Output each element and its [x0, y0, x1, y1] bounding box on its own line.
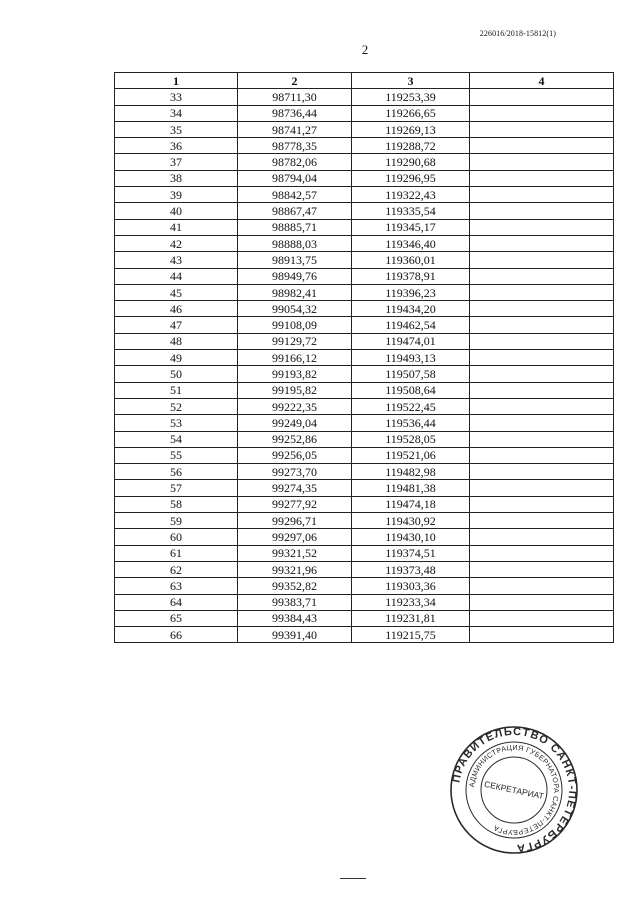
table-cell: 119373,48 — [352, 561, 470, 577]
table-cell — [470, 447, 614, 463]
table-cell: 119322,43 — [352, 187, 470, 203]
table-cell: 58 — [115, 496, 238, 512]
column-header: 3 — [352, 73, 470, 89]
table-cell: 99384,43 — [238, 610, 352, 626]
table-cell: 98782,06 — [238, 154, 352, 170]
table-row — [115, 333, 614, 349]
table-cell: 99391,40 — [238, 627, 352, 643]
table-cell: 119474,18 — [352, 496, 470, 512]
table-cell — [470, 382, 614, 398]
table-cell: 54 — [115, 431, 238, 447]
table-cell: 98711,30 — [238, 89, 352, 105]
table-cell: 99252,86 — [238, 431, 352, 447]
table-cell: 98888,03 — [238, 235, 352, 251]
table-cell — [470, 219, 614, 235]
table-cell: 119253,39 — [352, 89, 470, 105]
table-row — [115, 317, 614, 333]
table-row — [115, 350, 614, 366]
table-cell: 52 — [115, 398, 238, 414]
table-cell: 99195,82 — [238, 382, 352, 398]
table-cell: 48 — [115, 333, 238, 349]
table-row — [115, 121, 614, 137]
table-cell: 98778,35 — [238, 138, 352, 154]
table-cell: 99108,09 — [238, 317, 352, 333]
table-cell: 119482,98 — [352, 464, 470, 480]
table-row — [115, 480, 614, 496]
table-cell: 119303,36 — [352, 578, 470, 594]
table-cell: 34 — [115, 105, 238, 121]
table-row — [115, 252, 614, 268]
table-cell — [470, 154, 614, 170]
table-cell: 99129,72 — [238, 333, 352, 349]
table-cell: 119215,75 — [352, 627, 470, 643]
table-cell: 119335,54 — [352, 203, 470, 219]
table-cell: 119462,54 — [352, 317, 470, 333]
table-row — [115, 235, 614, 251]
table-row — [115, 561, 614, 577]
table-cell: 51 — [115, 382, 238, 398]
table-cell: 98885,71 — [238, 219, 352, 235]
table-cell: 41 — [115, 219, 238, 235]
table-cell: 99321,52 — [238, 545, 352, 561]
table-row — [115, 382, 614, 398]
stamp-center-text: СЕКРЕТАРИАТ — [483, 778, 545, 802]
table-row — [115, 187, 614, 203]
table-cell: 98867,47 — [238, 203, 352, 219]
table-cell: 33 — [115, 89, 238, 105]
table-row — [115, 268, 614, 284]
table-cell — [470, 398, 614, 414]
table-cell — [470, 545, 614, 561]
table-row — [115, 301, 614, 317]
table-cell — [470, 627, 614, 643]
table-cell: 46 — [115, 301, 238, 317]
table-row — [115, 447, 614, 463]
coordinates-table — [114, 72, 614, 643]
table-cell — [470, 415, 614, 431]
table-cell: 119430,92 — [352, 513, 470, 529]
table-cell: 98913,75 — [238, 252, 352, 268]
table-row — [115, 398, 614, 414]
table-cell — [470, 317, 614, 333]
table-row — [115, 464, 614, 480]
table-cell: 98982,41 — [238, 284, 352, 300]
table-row — [115, 529, 614, 545]
table-cell: 99166,12 — [238, 350, 352, 366]
table-cell — [470, 268, 614, 284]
table-cell: 45 — [115, 284, 238, 300]
table-cell: 119493,13 — [352, 350, 470, 366]
document-id: 226016/2018-15812(1) — [479, 29, 556, 38]
table-cell: 66 — [115, 627, 238, 643]
table-row — [115, 203, 614, 219]
table-cell: 98741,27 — [238, 121, 352, 137]
table-cell: 119266,65 — [352, 105, 470, 121]
table-cell: 99297,06 — [238, 529, 352, 545]
table-cell: 119296,95 — [352, 170, 470, 186]
table-cell: 63 — [115, 578, 238, 594]
table-cell: 99249,04 — [238, 415, 352, 431]
table-cell — [470, 121, 614, 137]
table-row — [115, 431, 614, 447]
table-cell: 99256,05 — [238, 447, 352, 463]
table-row — [115, 219, 614, 235]
table-cell: 57 — [115, 480, 238, 496]
table-row — [115, 496, 614, 512]
table-row — [115, 578, 614, 594]
table-cell: 62 — [115, 561, 238, 577]
table-cell: 53 — [115, 415, 238, 431]
column-header: 1 — [115, 73, 238, 89]
table-row — [115, 513, 614, 529]
table-body — [115, 89, 614, 643]
table-cell: 99274,35 — [238, 480, 352, 496]
table-cell — [470, 464, 614, 480]
column-header: 2 — [238, 73, 352, 89]
table-cell: 119508,64 — [352, 382, 470, 398]
table-cell: 39 — [115, 187, 238, 203]
table-cell — [470, 366, 614, 382]
table-cell: 36 — [115, 138, 238, 154]
stamp-outer-text: ПРАВИТЕЛЬСТВО САНКТ-ПЕТЕРБУРГА — [450, 725, 579, 855]
table-row — [115, 366, 614, 382]
table-cell — [470, 187, 614, 203]
page-number: 2 — [361, 42, 369, 57]
table-cell: 99383,71 — [238, 594, 352, 610]
table-cell — [470, 105, 614, 121]
table-row — [115, 170, 614, 186]
table-row — [115, 545, 614, 561]
table-cell: 42 — [115, 235, 238, 251]
table-cell: 59 — [115, 513, 238, 529]
table-cell: 119360,01 — [352, 252, 470, 268]
table-cell: 99273,70 — [238, 464, 352, 480]
table-cell — [470, 594, 614, 610]
table-cell — [470, 203, 614, 219]
table-cell: 49 — [115, 350, 238, 366]
table-cell — [470, 610, 614, 626]
table-cell: 55 — [115, 447, 238, 463]
table-cell: 119430,10 — [352, 529, 470, 545]
table-cell: 119521,06 — [352, 447, 470, 463]
table-cell: 119474,01 — [352, 333, 470, 349]
table-row — [115, 89, 614, 105]
table-cell: 99321,96 — [238, 561, 352, 577]
table-cell — [470, 170, 614, 186]
table-cell: 119288,72 — [352, 138, 470, 154]
table-cell — [470, 235, 614, 251]
table-row — [115, 627, 614, 643]
table-cell: 98736,44 — [238, 105, 352, 121]
table-cell: 119378,91 — [352, 268, 470, 284]
table-cell — [470, 350, 614, 366]
table-cell: 119396,23 — [352, 284, 470, 300]
table-cell: 119290,68 — [352, 154, 470, 170]
table-cell — [470, 578, 614, 594]
table-cell: 98794,04 — [238, 170, 352, 186]
table-cell: 47 — [115, 317, 238, 333]
table-cell: 99277,92 — [238, 496, 352, 512]
column-header: 4 — [470, 73, 614, 89]
table-cell — [470, 431, 614, 447]
table-cell: 43 — [115, 252, 238, 268]
table-header-row — [115, 73, 614, 89]
table-cell: 98842,57 — [238, 187, 352, 203]
table-row — [115, 105, 614, 121]
table-row — [115, 284, 614, 300]
table-cell — [470, 496, 614, 512]
table-cell: 56 — [115, 464, 238, 480]
table-cell: 60 — [115, 529, 238, 545]
table-cell — [470, 89, 614, 105]
table-cell — [470, 252, 614, 268]
table-cell: 119345,17 — [352, 219, 470, 235]
table-cell: 119528,05 — [352, 431, 470, 447]
table-cell: 99193,82 — [238, 366, 352, 382]
table-cell — [470, 284, 614, 300]
table-cell: 44 — [115, 268, 238, 284]
table-cell: 119269,13 — [352, 121, 470, 137]
table-cell: 119233,34 — [352, 594, 470, 610]
table-cell: 50 — [115, 366, 238, 382]
table-cell — [470, 138, 614, 154]
table-cell: 119434,20 — [352, 301, 470, 317]
table-cell: 119481,38 — [352, 480, 470, 496]
table-cell — [470, 561, 614, 577]
table-cell: 119507,58 — [352, 366, 470, 382]
table-cell: 64 — [115, 594, 238, 610]
table-cell: 119346,40 — [352, 235, 470, 251]
table-cell: 99352,82 — [238, 578, 352, 594]
table-cell — [470, 301, 614, 317]
table-cell: 119374,51 — [352, 545, 470, 561]
table-cell: 40 — [115, 203, 238, 219]
table-row — [115, 138, 614, 154]
table-cell: 99296,71 — [238, 513, 352, 529]
table-cell: 99222,35 — [238, 398, 352, 414]
table-row — [115, 610, 614, 626]
table-cell — [470, 529, 614, 545]
table-cell: 35 — [115, 121, 238, 137]
table-cell: 99054,32 — [238, 301, 352, 317]
table-cell: 61 — [115, 545, 238, 561]
table-cell — [470, 333, 614, 349]
table-cell: 119231,81 — [352, 610, 470, 626]
stamp-inner-text: АДМИНИСТРАЦИЯ ГУБЕРНАТОРА САНКТ-ПЕТЕРБУРГА — [467, 742, 562, 838]
table-row — [115, 415, 614, 431]
table-cell — [470, 513, 614, 529]
table-cell: 119536,44 — [352, 415, 470, 431]
table-cell: 37 — [115, 154, 238, 170]
official-stamp — [448, 724, 580, 856]
table-row — [115, 594, 614, 610]
table-cell: 38 — [115, 170, 238, 186]
table-cell — [470, 480, 614, 496]
table-cell: 65 — [115, 610, 238, 626]
table-row — [115, 154, 614, 170]
footer-divider — [340, 878, 366, 879]
table-cell: 98949,76 — [238, 268, 352, 284]
table-cell: 119522,45 — [352, 398, 470, 414]
